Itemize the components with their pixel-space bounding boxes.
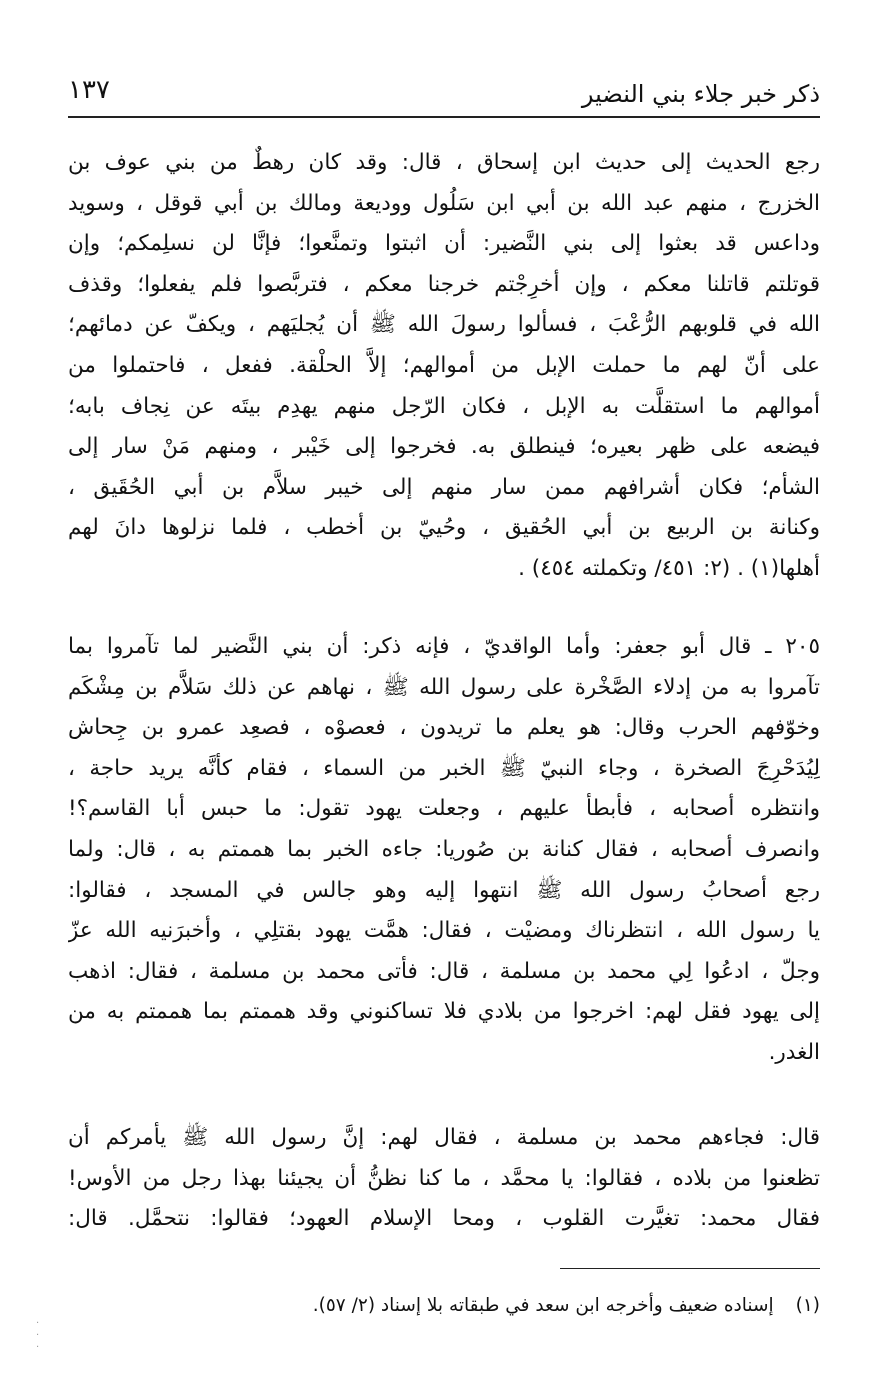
text-line: الغدر.	[768, 1039, 820, 1065]
footnote-rule	[560, 1268, 820, 1269]
text-line: الخزرج ، منهم عبد الله بن أبي ابن سَلُول ووديعة ومالك بن أبي قوقل ، وسويد	[68, 190, 820, 216]
text-line: لِيُدَحْرِجَ الصخرة ، وجاء النبيّ ﷺ الخبر من السماء ، فقام كأنَّه يريد حاجة ،	[68, 755, 820, 781]
text-line: ٢٠٥ ـ قال أبو جعفر: وأما الواقديّ ، فإنه ذكر: أن بني النَّضير لما تآمروا بما	[68, 634, 820, 659]
text-line: إلى يهود فقل لهم: اخرجوا من بلادي فلا تساكنوني وقد هممتم بما هممتم به من	[68, 999, 820, 1025]
text-line: تآمروا به من إدلاء الصَّخْرة على رسول الله ﷺ ، نهاهم عن ذلك سَلاَّم بن مِشْكَم	[68, 674, 820, 700]
footnote-text: إسناده ضعيف وأخرجه ابن سعد في طبقاته بلا إسناد (٢/ ٥٧).	[312, 1295, 774, 1316]
text-line: تظعنوا من بلاده ، فقالوا: يا محمَّد ، ما كنا نظنُّ أن يجيئنا بهذا رجل من الأوس!	[68, 1165, 820, 1191]
text-line: وداعس قد بعثوا إلى بني النَّضير: أن اثبتوا وتمنَّعوا؛ فإنَّا لن نسلِمكم؛ وإن	[68, 231, 820, 257]
paragraph-1	[68, 143, 820, 590]
text-line: أموالهم ما استقلَّت به الإبل ، فكان الرّجل منهم يهدِم بيتَه عن نِجاف بابه؛	[68, 393, 820, 419]
footnote-marker: (١)	[795, 1295, 820, 1316]
text-line: وجلّ ، ادعُوا لِي محمد بن مسلمة ، قال: فأتى محمد بن مسلمة ، فقال: اذهب	[68, 958, 820, 984]
text-line: وخوّفهم الحرب وقال: هو يعلم ما تريدون ، فعصوْه ، فصعِد عمرو بن جِحاش	[68, 715, 820, 741]
text-line: فقال محمد: تغيَّرت القلوب ، ومحا الإسلام العهود؛ فقالوا: نتحمَّل. قال:	[68, 1206, 820, 1232]
running-title: ذكر خبر جلاء بني النضير	[581, 80, 820, 108]
text-line: يا رسول الله ، انتظرناك ومضيْت ، فقال: همَّت يهود بقتلِي ، وأخبرَنيه الله عزّ	[68, 918, 820, 944]
header-rule	[68, 116, 820, 118]
text-line: وانتظره أصحابه ، فأبطأ عليهم ، وجعلت يهود تقول: ما حبس أبا القاسم؟!	[68, 796, 820, 822]
text-line: أهلها(١) . (٢: ٤٥١/ وتكملته ٤٥٤) .	[518, 555, 820, 581]
text-line: على أنّ لهم ما حملت الإبل من أموالهم؛ إلاَّ الحلْقة. ففعل ، فاحتملوا من	[68, 352, 820, 378]
text-line: وانصرف أصحابه ، فقال كنانة بن صُوريا: جاءه الخبر بما هممتم به ، قال: ولما	[68, 836, 820, 862]
page-header	[68, 74, 820, 114]
footnote	[68, 1290, 820, 1322]
text-line: قوتلتم قاتلنا معكم ، وإن أخرِجْتم خرجنا معكم ، فتربَّصوا فلم يفعلوا؛ وقذف	[68, 271, 820, 297]
text-line: رجع أصحابُ رسول الله ﷺ انتهوا إليه وهو جالس في المسجد ، فقالوا:	[68, 877, 820, 903]
text-line: وكنانة بن الربيع بن أبي الحُقيق ، وحُييّ بن أخطب ، فلما نزلوها دانَ لهم	[68, 515, 820, 541]
text-line: الله في قلوبهم الرُّعْبَ ، فسألوا رسولَ الله ﷺ أن يُجليَهم ، ويكفّ عن دمائهم؛	[68, 312, 820, 338]
page-number: ١٣٧	[68, 75, 110, 105]
text-line: فيضعه على ظهر بعيره؛ فينطلق به. فخرجوا إلى خَيْبر ، ومنهم مَنْ سار إلى	[68, 434, 820, 460]
text-line: قال: فجاءهم محمد بن مسلمة ، فقال لهم: إنَّ رسول الله ﷺ يأمركم أن	[68, 1125, 820, 1150]
margin-marks: · · ·	[36, 1318, 40, 1353]
text-line: رجع الحديث إلى حديث ابن إسحاق ، قال: وقد كان رهطٌ من بني عوف بن	[68, 150, 820, 175]
paragraph-3	[68, 1118, 820, 1240]
paragraph-2	[68, 627, 820, 1074]
text-line: الشأم؛ فكان أشرافهم ممن سار منهم إلى خيبر سلاَّم بن أبي الحُقَيق ،	[68, 474, 820, 500]
